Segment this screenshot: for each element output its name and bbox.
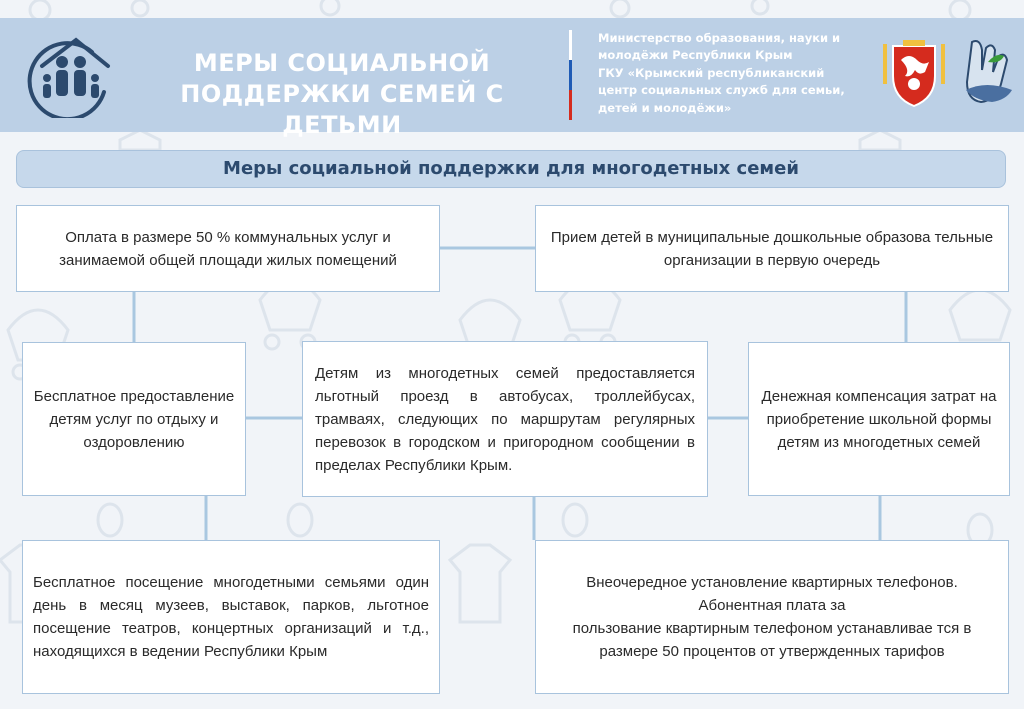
ministry-line: молодёжи Республики Крым — [598, 48, 793, 63]
measure-transport-text: Детям из многодетных семей предоставляется льготный проезд в автобусах, троллейбусах, трамваях, следующих по маршрутам регулярных перевозок в городском и пригородном сообщении в пределах Республики Крым. — [315, 364, 695, 474]
page-title-line1: МЕРЫ СОЦИАЛЬНОЙ — [193, 49, 491, 77]
measure-phone-line: пользование квартирным телефоном устанавливае тся в размере 50 процентов от утвержденных тарифов — [572, 620, 972, 660]
measure-preschool-text: Прием детей в муниципальные дошкольные образова тельные организации в первую очередь — [550, 228, 994, 269]
ministry-line: центр социальных служб для семьи, — [598, 83, 845, 98]
ministry-line: ГКУ «Крымский республиканский — [598, 65, 825, 80]
measure-preschool-box — [535, 205, 1009, 292]
measure-recreation-box — [22, 342, 246, 496]
page-title-line2: ПОДДЕРЖКИ СЕМЕЙ С ДЕТЬМИ — [180, 80, 504, 139]
measure-uniform-text: Денежная компенсация затрат на приобретение школьной формы детям из многодетных семей — [761, 387, 997, 451]
measure-museums-text: Бесплатное посещение многодетными семьями один день в месяц музеев, выставок, парков, льготное посещение театров, концертных организаций и т.д., находящихся в ведении Республики Крым — [33, 574, 429, 660]
section-subtitle: Меры социальной поддержки для многодетных семей — [16, 150, 1006, 188]
measure-utilities-box — [16, 205, 440, 292]
measure-utilities-text: Оплата в размере 50 % коммунальных услуг и занимаемой общей площади жилых помещений — [59, 228, 397, 269]
measure-museums-box — [22, 540, 440, 694]
measure-phone-line: Абонентная плата за — [698, 597, 846, 614]
measure-phone-text — [558, 571, 986, 663]
measure-transport-box — [302, 341, 708, 497]
measure-recreation-text: Бесплатное предоставление детям услуг по отдыху и оздоровлению — [33, 387, 235, 451]
ministry-line: Министерство образования, науки и — [598, 31, 841, 45]
measure-uniform-box — [748, 342, 1010, 496]
measure-phone-line: Внеочередное установление квартирных телефонов. — [586, 574, 958, 591]
measure-phone-box — [535, 540, 1009, 694]
ministry-line: детей и молодёжи» — [598, 100, 732, 115]
